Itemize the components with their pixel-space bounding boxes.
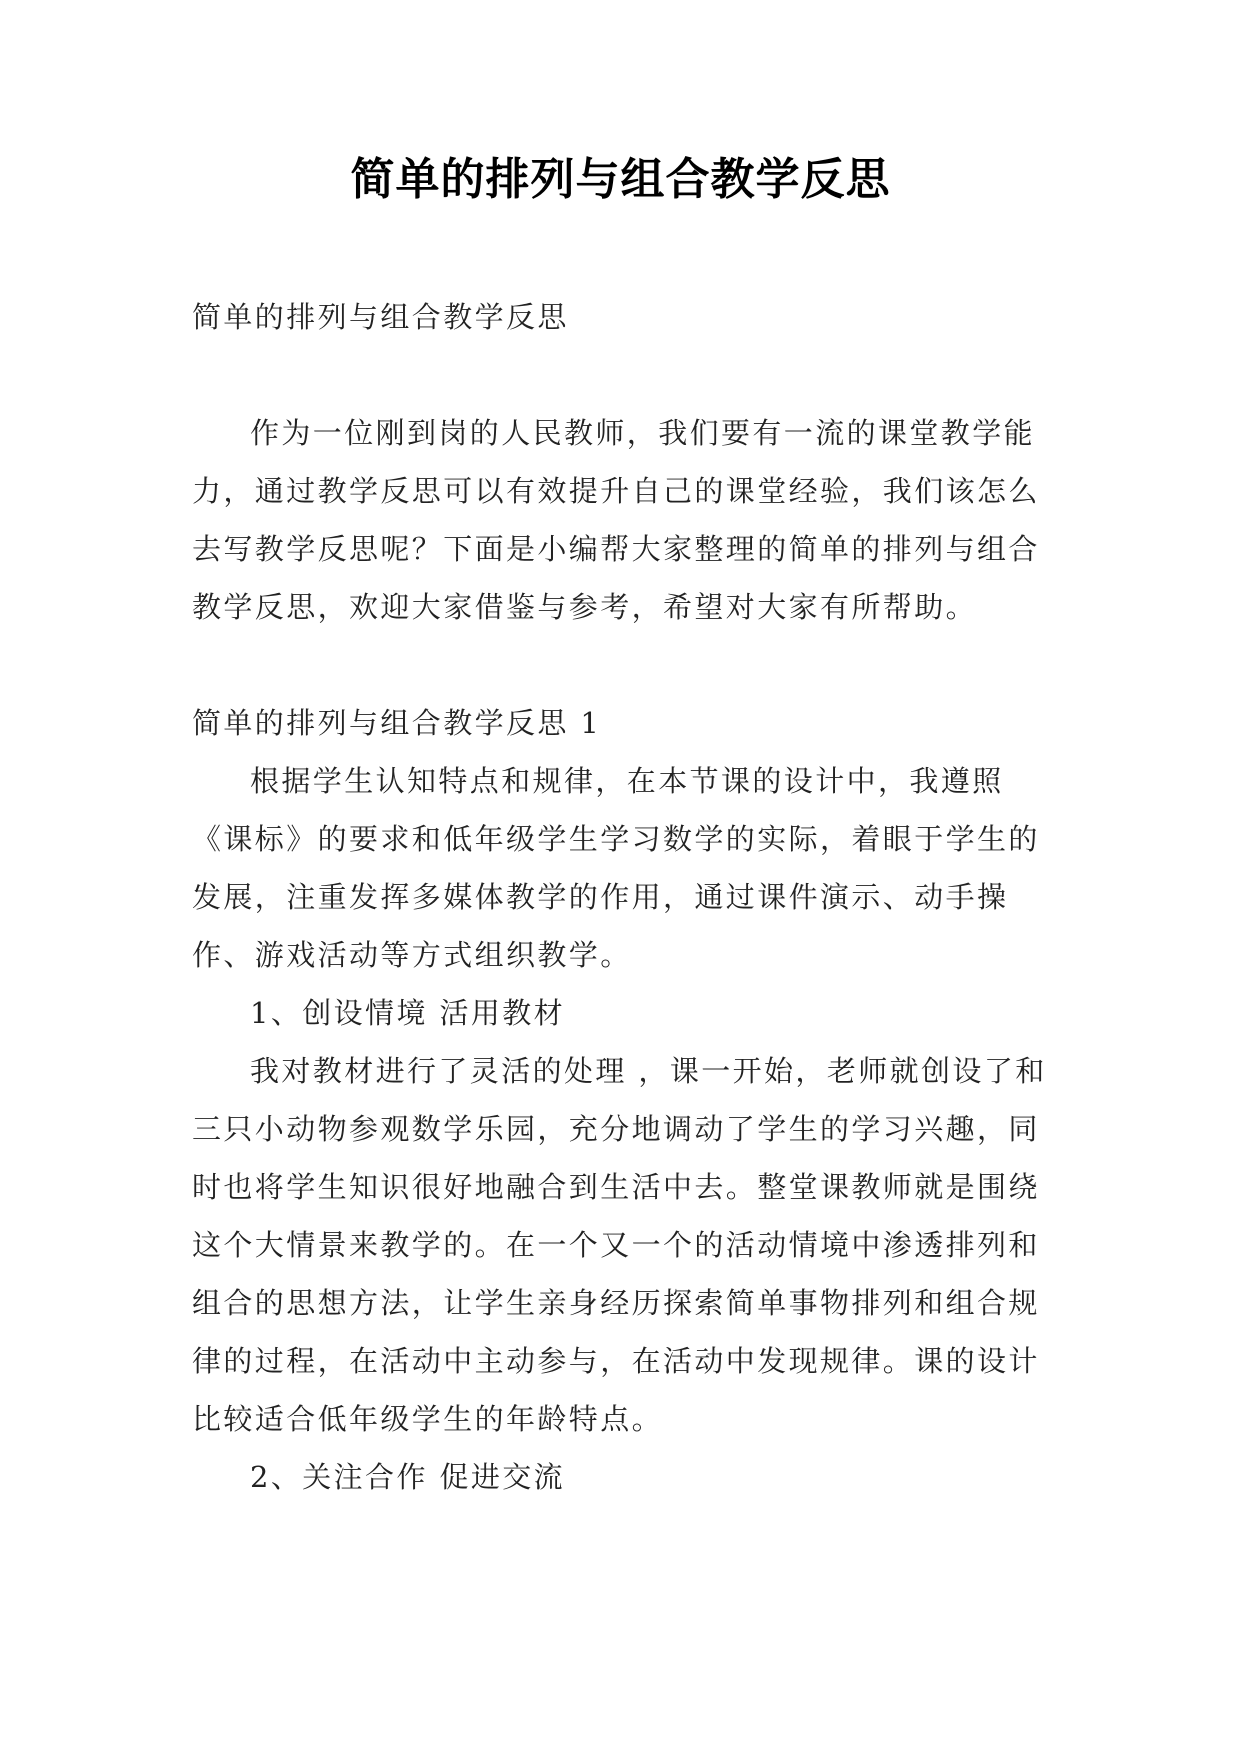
- intro-paragraph: 作为一位刚到岗的人民教师，我们要有一流的课堂教学能力，通过教学反思可以有效提升自己的课堂经验，我们该怎么去写教学反思呢？下面是小编帮大家整理的简单的排列与组合教学反思，欢迎大家借鉴与参考，希望对大家有所帮助。: [192, 416, 1040, 624]
- document-body: [192, 288, 1060, 1506]
- document-title: 简单的排列与组合教学反思: [350, 154, 891, 205]
- point-2-heading: 2、关注合作 促进交流: [250, 1460, 566, 1494]
- spacer: [192, 636, 1060, 694]
- section-1-paragraph: 根据学生认知特点和规律，在本节课的设计中，我遵照《课标》的要求和低年级学生学习数学的实际，着眼于学生的发展，注重发挥多媒体教学的作用，通过课件演示、动手操作、游戏活动等方式组织教学。: [192, 764, 1040, 972]
- point-1-heading: 1、创设情境 活用教材: [250, 996, 566, 1030]
- point-1-paragraph: 我对教材进行了灵活的处理 ，课一开始，老师就创设了和三只小动物参观数学乐园，充分地调动了学生的学习兴趣，同时也将学生知识很好地融合到生活中去。整堂课教师就是围绕这个大情景来教学的。在一个又一个的活动情境中渗透排列和组合的思想方法，让学生亲身经历探索简单事物排列和组合规律的过程，在活动中主动参与，在活动中发现规律。课的设计比较适合低年级学生的年龄特点。: [192, 1054, 1047, 1436]
- document-subtitle: 简单的排列与组合教学反思: [192, 300, 569, 334]
- spacer: [192, 346, 1060, 404]
- section-1-heading: 简单的排列与组合教学反思 1: [192, 706, 602, 740]
